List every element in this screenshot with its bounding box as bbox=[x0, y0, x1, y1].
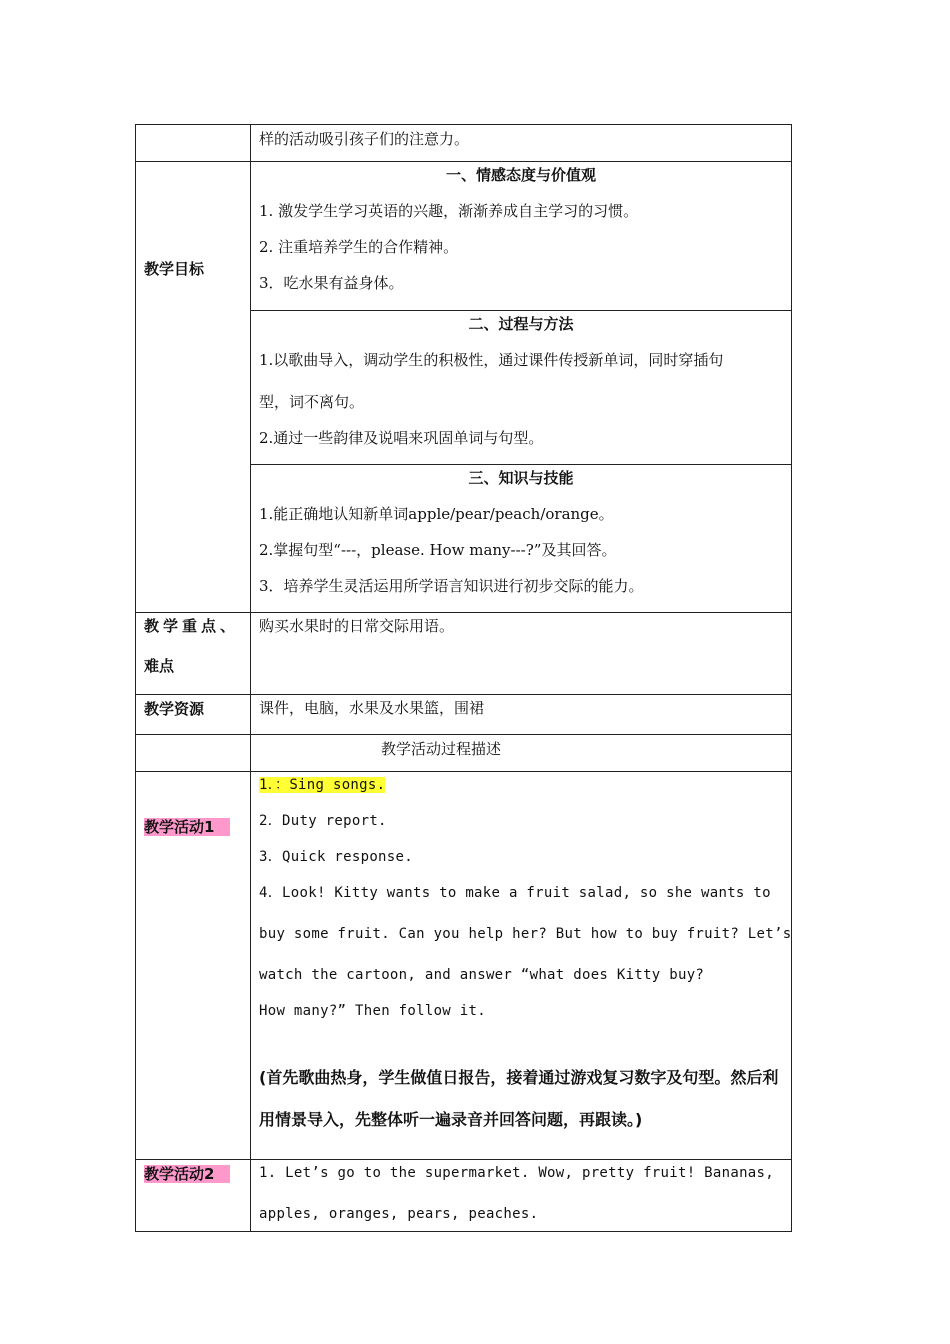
list-item: 型，词不离句。 bbox=[259, 393, 365, 411]
process-header-text: 教学活动过程描述 bbox=[381, 740, 502, 758]
list-item: 1. Let’s go to the supermarket. Wow, pretty fruit! Bananas, bbox=[259, 1165, 774, 1181]
objectives-section-3 bbox=[251, 465, 792, 613]
section-heading: 一、情感态度与价值观 bbox=[445, 166, 596, 184]
list-item: 2.掌握句型“---，please. How many---?”及其回答。 bbox=[259, 541, 617, 559]
row-resources bbox=[136, 695, 792, 735]
continuation-text: 样的活动吸引孩子们的注意力。 bbox=[259, 130, 470, 148]
key-points-text: 购买水果时的日常交际用语。 bbox=[259, 617, 455, 635]
row-continuation bbox=[136, 125, 792, 162]
row-process-header bbox=[136, 735, 792, 772]
list-item: 2. 注重培养学生的合作精神。 bbox=[259, 238, 459, 256]
objectives-label: 教学目标 bbox=[144, 260, 205, 278]
list-item: apples, oranges, pears, peaches. bbox=[259, 1206, 539, 1222]
activity1-label-cell bbox=[136, 772, 251, 1160]
key-points-label-line1: 教学重点、 bbox=[144, 617, 240, 635]
list-item: 2.通过一些韵律及说唱来巩固单词与句型。 bbox=[259, 429, 544, 447]
row-key-points bbox=[136, 613, 792, 695]
list-item: 1. 激发学生学习英语的兴趣，渐渐养成自主学习的习惯。 bbox=[259, 202, 639, 220]
activity1-cell bbox=[251, 772, 792, 1160]
list-item: 3．培养学生灵活运用所学语言知识进行初步交际的能力。 bbox=[259, 577, 644, 595]
resources-label-cell bbox=[136, 695, 251, 735]
section-heading: 二、过程与方法 bbox=[468, 315, 574, 333]
activity2-label: 教学活动2 bbox=[144, 1165, 230, 1183]
objectives-section-2 bbox=[251, 311, 792, 465]
list-item: 3．Quick response. bbox=[259, 849, 413, 865]
activity2-cell bbox=[251, 1160, 792, 1232]
empty-label-cell bbox=[136, 735, 251, 772]
objectives-label-cell bbox=[136, 162, 251, 613]
activity1-label: 教学活动1 bbox=[144, 818, 230, 836]
section-heading: 三、知识与技能 bbox=[468, 469, 574, 487]
lesson-plan-table bbox=[135, 124, 792, 1232]
key-points-label-cell bbox=[136, 613, 251, 695]
list-item: 3．吃水果有益身体。 bbox=[259, 274, 404, 292]
empty-label-cell bbox=[136, 125, 251, 162]
key-points-label-line2: 难点 bbox=[144, 657, 175, 675]
resources-text: 课件，电脑，水果及水果篮，围裙 bbox=[259, 699, 485, 717]
list-item: 1.能正确地认知新单词apple/pear/peach/orange。 bbox=[259, 505, 614, 523]
row-activity-1 bbox=[136, 772, 792, 1160]
process-header-cell bbox=[251, 735, 792, 772]
activity2-label-cell bbox=[136, 1160, 251, 1232]
list-item: 1．：Sing songs. bbox=[259, 777, 386, 793]
row-objectives-1 bbox=[136, 162, 792, 311]
lesson-plan-table-wrapper bbox=[135, 124, 792, 1232]
list-item: buy some fruit. Can you help her? But how to buy fruit? Let’s bbox=[259, 926, 792, 942]
activity1-note: (首先歌曲热身，学生做值日报告，接着通过游戏复习数字及句型。然后利用情景导入，先整体听一遍录音并回答问题，再跟读。) bbox=[259, 1068, 779, 1129]
resources-cell bbox=[251, 695, 792, 735]
key-points-cell bbox=[251, 613, 792, 695]
row-activity-2 bbox=[136, 1160, 792, 1232]
list-item: How many?” Then follow it. bbox=[259, 1003, 486, 1019]
list-item: 4．Look! Kitty wants to make a fruit salad, so she wants to bbox=[259, 885, 771, 901]
continuation-cell bbox=[251, 125, 792, 162]
resources-label: 教学资源 bbox=[144, 700, 205, 718]
objectives-section-1 bbox=[251, 162, 792, 311]
list-item: 1.以歌曲导入，调动学生的积极性，通过课件传授新单词，同时穿插句 bbox=[259, 351, 724, 369]
list-item: watch the cartoon, and answer “what does Kitty buy? bbox=[259, 967, 705, 983]
list-item: 2．Duty report. bbox=[259, 813, 387, 829]
